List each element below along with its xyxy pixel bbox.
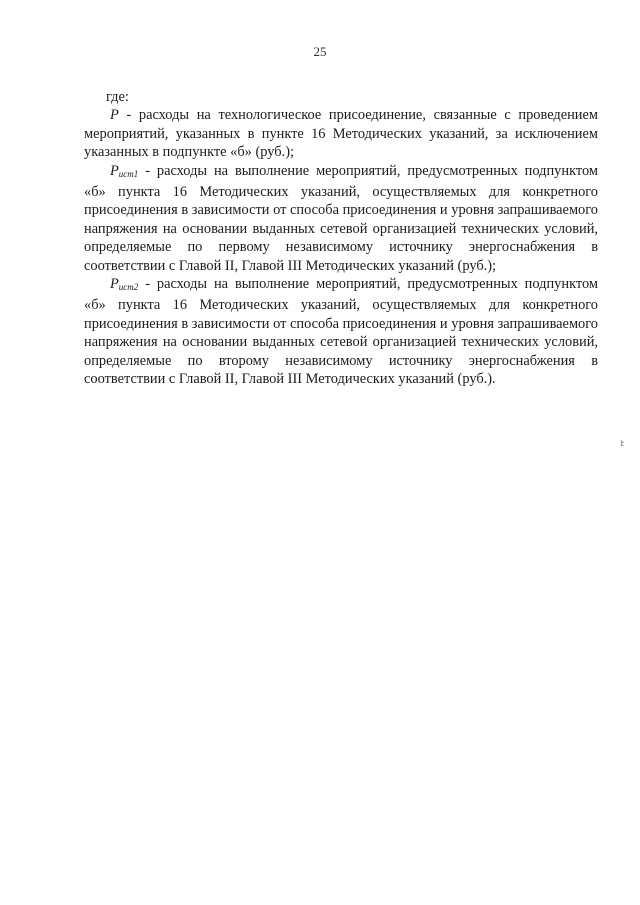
- symbol-p: P: [110, 107, 119, 124]
- definition-p-ist2: [84, 275, 598, 388]
- definition-p-ist2-text: - расходы на выполнение мероприятий, предусмотренных подпунктом «б» пункта 16 Методических указаний, осуществляемых для конкретного присоединения в зависимости от способа присоединения и уровня запрашиваемого напряжения на основании выданных сетевой организацией технических условий, определяемые по второму независимому источнику энергоснабжения в соответствии с Главой II, Главой III Методических указаний (руб.).: [84, 276, 598, 388]
- document-body: [84, 88, 598, 389]
- definition-p-text: - расходы на технологическое присоединение, связанные с проведением мероприятий, указанных в пункте 16 Методических указаний, за исключением указанных в подпункте «б» (руб.);: [84, 107, 598, 161]
- stray-scan-mark: ﾋ: [620, 439, 624, 448]
- page-number: 25: [313, 44, 327, 59]
- symbol-p-ist1: P: [110, 162, 119, 179]
- symbol-p-ist2: P: [110, 276, 119, 293]
- definition-p-ist1: [84, 162, 598, 275]
- definition-p-ist1-text: - расходы на выполнение мероприятий, предусмотренных подпунктом «б» пункта 16 Методических указаний, осуществляемых для конкретного присоединения в зависимости от способа присоединения и уровня запрашиваемого напряжения на основании выданных сетевой организацией технических условий, определяемые по первому независимому источнику энергоснабжения в соответствии с Главой II, Главой III Методических указаний (руб.);: [84, 162, 598, 274]
- subscript-ist2: ист2: [118, 282, 139, 293]
- definition-p: [84, 106, 598, 161]
- intro-text: где:: [106, 89, 129, 105]
- subscript-ist1: ист1: [118, 168, 139, 179]
